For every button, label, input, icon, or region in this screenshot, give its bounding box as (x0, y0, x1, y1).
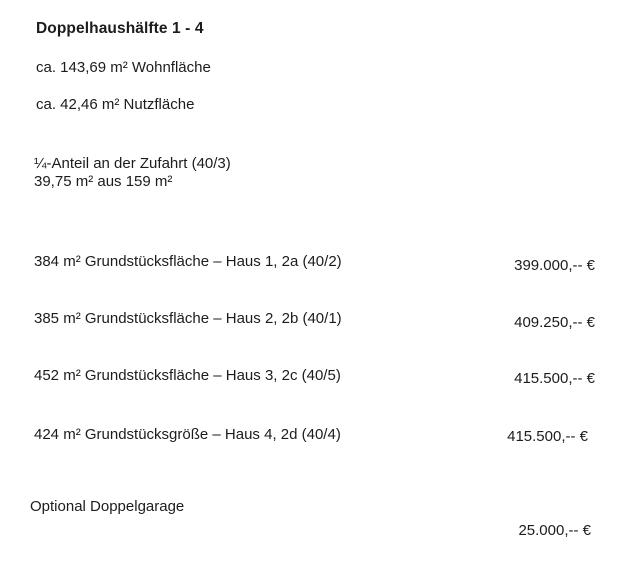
plot-description-house-3: 452 m² Grundstücksfläche – Haus 3, 2c (40/5) (34, 367, 341, 384)
driveway-share-text: ¼-Anteil an der Zufahrt (40/3) (34, 155, 231, 172)
driveway-area-text: 39,75 m² aus 159 m² (34, 173, 173, 190)
plot-price-house-4: 415.500,-- € (507, 428, 588, 445)
plot-description-house-4: 424 m² Grundstücksgröße – Haus 4, 2d (40/4) (34, 426, 341, 443)
plot-description-house-1: 384 m² Grundstücksfläche – Haus 1, 2a (40/2) (34, 253, 342, 270)
optional-garage-label: Optional Doppelgarage (30, 498, 185, 515)
usable-area-text: ca. 42,46 m² Nutzfläche (36, 96, 195, 113)
page-title: Doppelhaushälfte 1 - 4 (36, 20, 204, 37)
optional-garage-price: 25.000,-- € (518, 522, 591, 539)
plot-description-house-2: 385 m² Grundstücksfläche – Haus 2, 2b (40/1) (34, 310, 342, 327)
plot-price-house-3: 415.500,-- € (514, 370, 595, 387)
living-area-text: ca. 143,69 m² Wohnfläche (36, 59, 211, 76)
plot-price-house-1: 399.000,-- € (514, 257, 595, 274)
plot-price-house-2: 409.250,-- € (514, 314, 595, 331)
